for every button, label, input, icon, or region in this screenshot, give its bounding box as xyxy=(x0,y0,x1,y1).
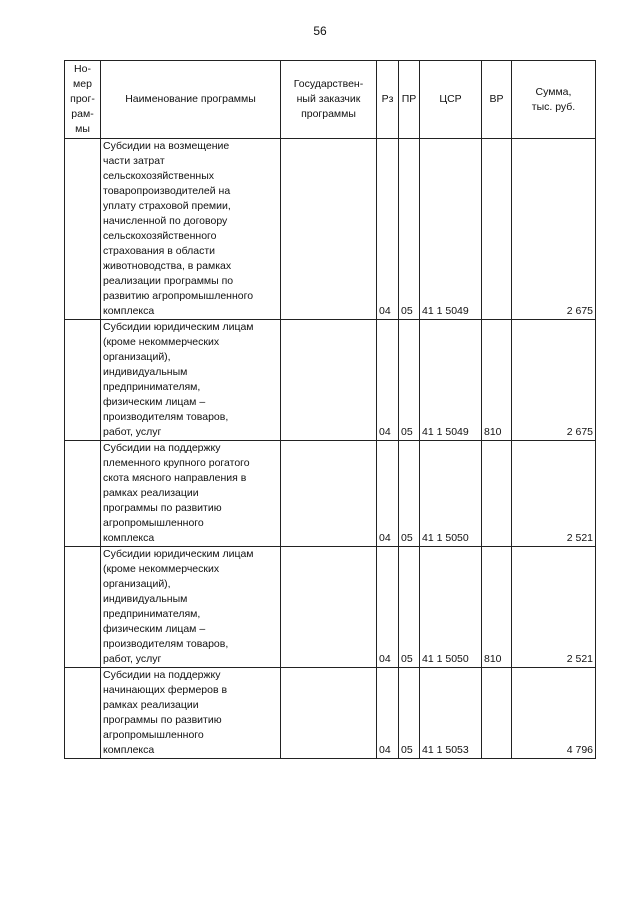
header-num: Но- мер прог- рам- мы xyxy=(65,61,101,139)
header-vr: ВР xyxy=(482,61,512,139)
program-name-cell xyxy=(101,668,281,759)
csr-cell: 41 1 5049 xyxy=(420,139,482,320)
program-name-line: физическим лицам – xyxy=(103,396,206,408)
program-name-line: скота мясного направления в xyxy=(103,472,247,484)
program-name-line: племенного крупного рогатого xyxy=(103,457,250,469)
vr-cell: 810 xyxy=(482,547,512,668)
sum-cell: 2 521 xyxy=(512,441,596,547)
program-name-line: производителям товаров, xyxy=(103,638,229,650)
program-name-line: Субсидии на поддержку xyxy=(103,669,221,681)
program-name-line: сельскохозяйственного xyxy=(103,230,217,242)
sum-cell: 2 521 xyxy=(512,547,596,668)
row-number-cell xyxy=(65,547,101,668)
customer-cell xyxy=(281,441,377,547)
sum-cell: 2 675 xyxy=(512,320,596,441)
header-rz: Рз xyxy=(377,61,399,139)
program-name-line: животноводства, в рамках xyxy=(103,260,232,272)
program-name-line: Субсидии на возмещение xyxy=(103,140,230,152)
pr-cell: 05 xyxy=(399,668,420,759)
program-name-line: производителям товаров, xyxy=(103,411,229,423)
program-name-line: сельскохозяйственных xyxy=(103,170,214,182)
csr-cell: 41 1 5049 xyxy=(420,320,482,441)
program-name-line: программы по развитию xyxy=(103,714,222,726)
program-name-line: товаропроизводителей на xyxy=(103,185,231,197)
row-number-cell xyxy=(65,320,101,441)
program-name-line: Субсидии юридическим лицам xyxy=(103,321,254,333)
table-row xyxy=(65,320,596,441)
program-name-line: программы по развитию xyxy=(103,502,222,514)
header-row xyxy=(65,61,596,139)
rz-cell: 04 xyxy=(377,547,399,668)
sum-cell: 4 796 xyxy=(512,668,596,759)
program-name-line: уплату страховой премии, xyxy=(103,200,231,212)
program-name-line: комплекса xyxy=(103,305,155,317)
program-name-cell xyxy=(101,139,281,320)
customer-cell xyxy=(281,139,377,320)
program-name-line: физическим лицам – xyxy=(103,623,206,635)
program-name-line: организаций), xyxy=(103,578,171,590)
program-name-line: агропромышленного xyxy=(103,729,204,741)
program-name-line: (кроме некоммерческих xyxy=(103,563,220,575)
row-number-cell xyxy=(65,441,101,547)
sum-cell: 2 675 xyxy=(512,139,596,320)
table-body xyxy=(65,139,596,759)
program-name-line: Субсидии юридическим лицам xyxy=(103,548,254,560)
header-name: Наименование программы xyxy=(101,61,281,139)
customer-cell xyxy=(281,320,377,441)
program-name-line: начинающих фермеров в xyxy=(103,684,228,696)
table-row xyxy=(65,668,596,759)
rz-cell: 04 xyxy=(377,668,399,759)
csr-cell: 41 1 5050 xyxy=(420,441,482,547)
page-number: 56 xyxy=(313,24,327,38)
header-sum: Сумма, тыс. руб. xyxy=(512,61,596,139)
vr-cell xyxy=(482,139,512,320)
program-name-line: агропромышленного xyxy=(103,517,204,529)
program-name-line: рамках реализации xyxy=(103,487,199,499)
program-name-cell xyxy=(101,320,281,441)
program-name-line: предпринимателям, xyxy=(103,608,201,620)
program-name-line: Субсидии на поддержку xyxy=(103,442,221,454)
program-name-line: комплекса xyxy=(103,744,155,756)
program-name-line: начисленной по договору xyxy=(103,215,228,227)
rz-cell: 04 xyxy=(377,320,399,441)
row-number-cell xyxy=(65,139,101,320)
csr-cell: 41 1 5053 xyxy=(420,668,482,759)
row-number-cell xyxy=(65,668,101,759)
table-row xyxy=(65,139,596,320)
customer-cell xyxy=(281,547,377,668)
customer-cell xyxy=(281,668,377,759)
rz-cell: 04 xyxy=(377,441,399,547)
vr-cell: 810 xyxy=(482,320,512,441)
header-pr: ПР xyxy=(399,61,420,139)
program-name-cell xyxy=(101,441,281,547)
program-name-line: части затрат xyxy=(103,155,165,167)
program-name-line: страхования в области xyxy=(103,245,216,257)
pr-cell: 05 xyxy=(399,547,420,668)
table-row xyxy=(65,441,596,547)
pr-cell: 05 xyxy=(399,320,420,441)
program-name-line: рамках реализации xyxy=(103,699,199,711)
header-customer: Государствен- ный заказчик программы xyxy=(281,61,377,139)
rz-cell: 04 xyxy=(377,139,399,320)
program-name-line: работ, услуг xyxy=(103,653,162,665)
program-name-line: индивидуальным xyxy=(103,593,188,605)
program-name-cell xyxy=(101,547,281,668)
vr-cell xyxy=(482,441,512,547)
program-name-line: индивидуальным xyxy=(103,366,188,378)
csr-cell: 41 1 5050 xyxy=(420,547,482,668)
program-name-line: реализации программы по xyxy=(103,275,234,287)
vr-cell xyxy=(482,668,512,759)
program-name-line: работ, услуг xyxy=(103,426,162,438)
program-name-line: организаций), xyxy=(103,351,171,363)
program-name-line: (кроме некоммерческих xyxy=(103,336,220,348)
program-name-line: предпринимателям, xyxy=(103,381,201,393)
header-csr: ЦСР xyxy=(420,61,482,139)
table-row xyxy=(65,547,596,668)
budget-table xyxy=(64,60,596,759)
pr-cell: 05 xyxy=(399,441,420,547)
program-name-line: развитию агропромышленного xyxy=(103,290,254,302)
pr-cell: 05 xyxy=(399,139,420,320)
program-name-line: комплекса xyxy=(103,532,155,544)
